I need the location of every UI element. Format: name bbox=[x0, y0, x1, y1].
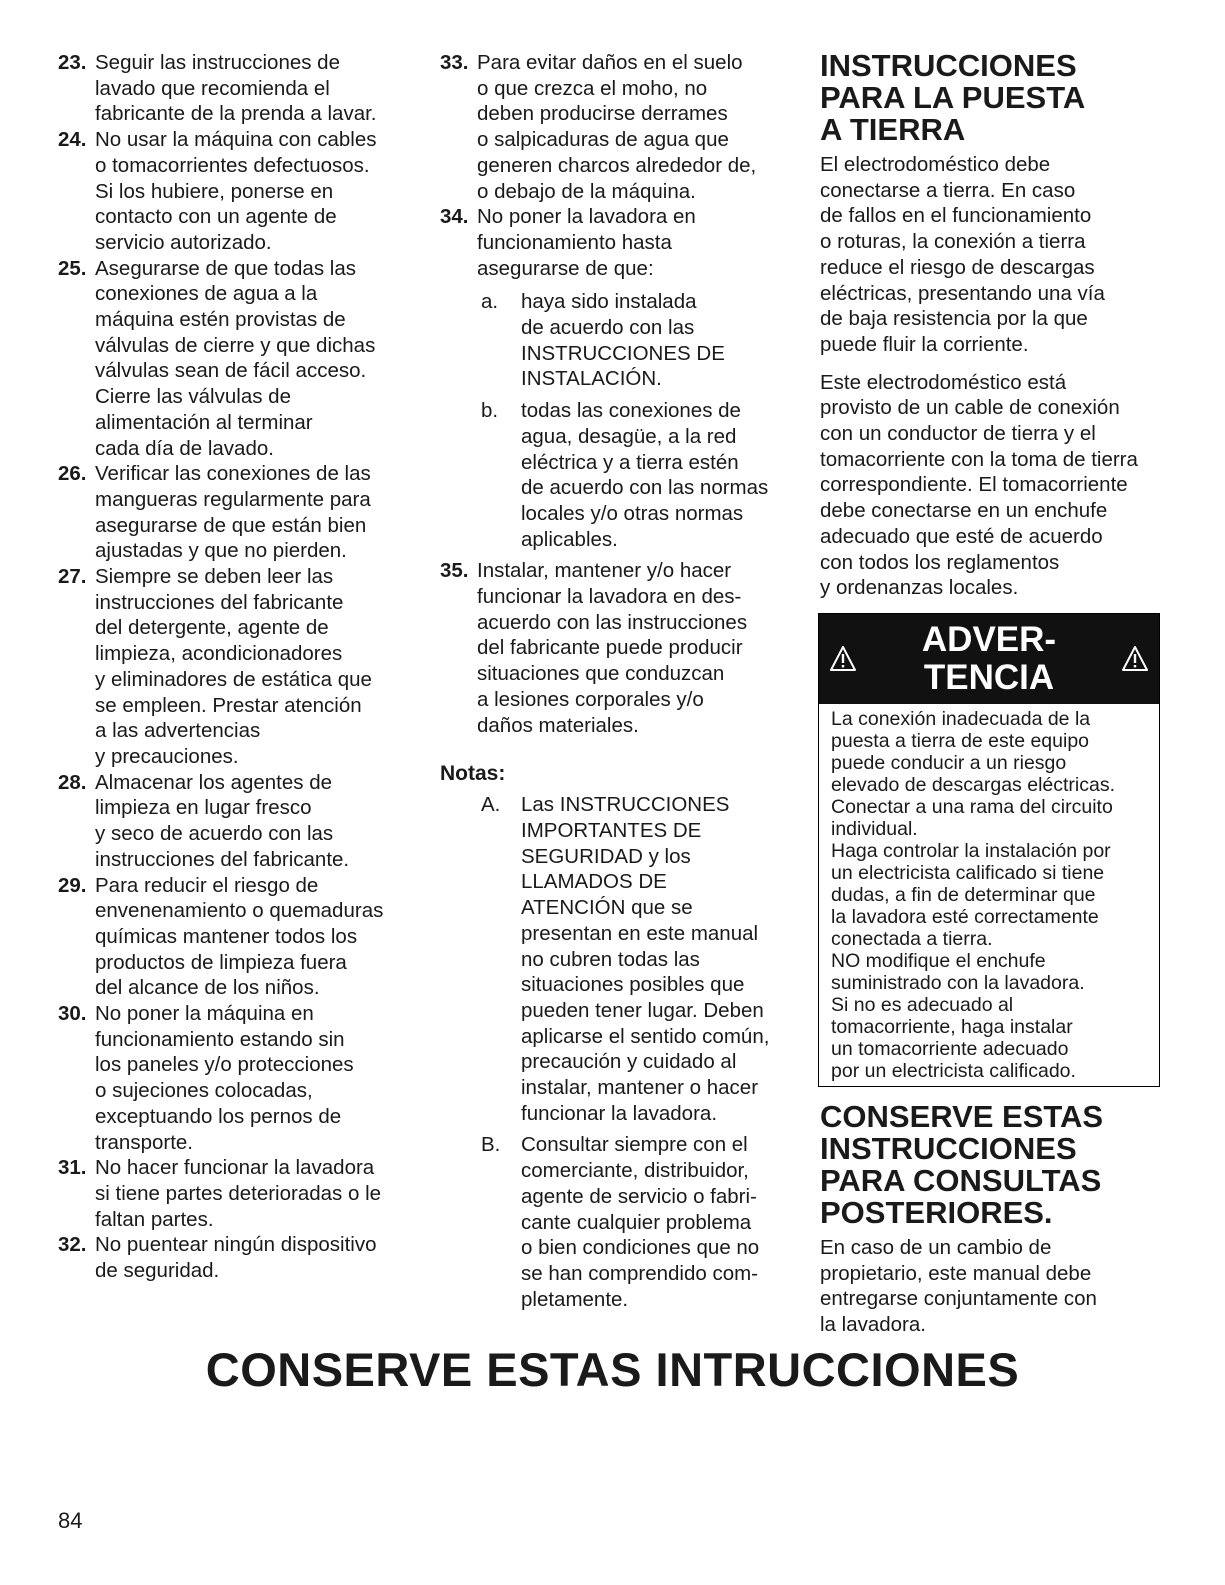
item-number: 25. bbox=[58, 256, 87, 280]
list-item bbox=[58, 564, 410, 770]
right-column bbox=[820, 50, 1165, 1350]
item-number: 23. bbox=[58, 51, 87, 74]
item-text: No poner la máquina en funcionamiento estando sin los paneles y/o protecciones o sujeciones colocadas, exceptuando los pernos de transporte. bbox=[95, 1002, 354, 1154]
grounding-paragraph: Este electrodoméstico está provisto de un cable de conexión con un conductor de tierra y el tomacorriente con la toma de tierra correspondiente. El tomacorriente debe conectarse en un enchufe adecuado que esté de acuerdo con todos los reglamentos y ordenanzas locales. bbox=[820, 370, 1138, 600]
note-text: Consultar siempre con el comerciante, distribuidor, agente de servicio o fabri- cante cualquier problema o bien condiciones que no se han comprendido com- pletamente. bbox=[521, 1133, 760, 1311]
list-item bbox=[58, 1155, 410, 1232]
sub-item bbox=[440, 289, 792, 392]
sub-item-text: haya sido instalada de acuerdo con las INSTRUCCIONES DE INSTALACIÓN. bbox=[521, 290, 725, 391]
note-label: A. bbox=[481, 793, 501, 817]
warning-header bbox=[819, 614, 1159, 704]
warning-title: ADVER- TENCIA bbox=[921, 619, 1057, 697]
item-number: 32. bbox=[58, 1233, 87, 1257]
sub-item-label: b. bbox=[481, 399, 499, 423]
list-item bbox=[58, 127, 410, 256]
list-item bbox=[58, 770, 410, 873]
warning-box bbox=[818, 613, 1160, 1087]
item-number: 29. bbox=[58, 873, 87, 897]
sub-item bbox=[440, 398, 792, 552]
list-item bbox=[58, 256, 410, 462]
item-number: 27. bbox=[58, 565, 87, 589]
item-number: 26. bbox=[58, 462, 87, 486]
item-text: Siempre se deben leer las instrucciones del fabricante del detergente, agente de limpieza, acondicionadores y eliminadores de estática que se empleen. Prestar atención a las advertencias y precauciones. bbox=[95, 565, 372, 768]
item-text: No puentear ningún dispositivo de seguridad. bbox=[95, 1233, 377, 1283]
footer-title: CONSERVE ESTAS INTRUCCIONES bbox=[205, 1343, 1020, 1396]
left-column bbox=[58, 50, 410, 1284]
list-item bbox=[58, 1232, 410, 1283]
item-number: 28. bbox=[58, 770, 87, 794]
list-item bbox=[58, 1001, 410, 1155]
note-label: B. bbox=[481, 1133, 501, 1157]
item-text: No poner la lavadora en funcionamiento hasta asegurarse de que: bbox=[477, 205, 696, 280]
list-item bbox=[440, 558, 792, 738]
item-text: Para reducir el riesgo de envenenamiento o quemaduras químicas mantener todos los productos de limpieza fuera del alcance de los niños. bbox=[95, 873, 384, 1000]
item-text: Instalar, mantener y/o hacer funcionar la lavadora en des- acuerdo con las instrucciones del fabricante puede producir situaciones que conduzcan a lesiones corporales y/o daños materiales. bbox=[477, 559, 748, 737]
list-item bbox=[58, 50, 410, 127]
middle-column bbox=[440, 50, 792, 1318]
list-item bbox=[58, 461, 410, 564]
item-text: Verificar las conexiones de las mangueras regularmente para asegurarse de que están bien ajustadas y que no pierden. bbox=[95, 462, 371, 563]
sub-item-label: a. bbox=[481, 290, 499, 314]
list-item bbox=[440, 204, 792, 281]
warning-text: La conexión inadecuada de la puesta a tierra de este equipo puede conducir a un riesgo elevado de descargas eléctricas. Conectar a una rama del circuito individual. Haga controlar la instalación por un electricista calificado si tiene dudas, a fin de determinar que la lavadora esté correctamente conectada a tierra. NO modifique el enchufe suministrado con la lavadora. Si no es adecuado al tomacorriente, haga instalar un tomacorriente adecuado por un electricista calificado. bbox=[831, 707, 1115, 1082]
note-text: Las INSTRUCCIONES IMPORTANTES DE SEGURIDAD y los LLAMADOS DE ATENCIÓN que se presentan en este manual no cubren todas las situaciones posibles que pueden tener lugar. Deben aplicarse el sentido común, precaución y cuidado al instalar, mantener o hacer funcionar la lavadora. bbox=[521, 793, 770, 1125]
grounding-paragraph: El electrodoméstico debe conectarse a tierra. En caso de fallos en el funcionamiento o roturas, la conexión a tierra reduce el riesgo de descargas eléctricas, presentando una vía de baja resistencia por la que puede fluir la corriente. bbox=[820, 153, 1105, 356]
note-item bbox=[440, 1132, 792, 1312]
item-text: No hacer funcionar la lavadora si tiene partes deterioradas o le faltan partes. bbox=[95, 1156, 382, 1231]
notes-heading: Notas: bbox=[440, 762, 506, 786]
item-number: 24. bbox=[58, 128, 87, 152]
item-text: No usar la máquina con cables o tomacorrientes defectuosos. Si los hubiere, ponerse en contacto con un agente de servicio autorizado. bbox=[95, 128, 377, 254]
item-text: Almacenar los agentes de limpieza en lugar fresco y seco de acuerdo con las instrucciones del fabricante. bbox=[95, 770, 350, 871]
item-number: 31. bbox=[58, 1156, 87, 1180]
item-text: Seguir las instrucciones de lavado que recomienda el fabricante de la prenda a lavar. bbox=[95, 51, 377, 126]
conserve-heading: CONSERVE ESTAS INSTRUCCIONES PARA CONSULTAS POSTERIORES. bbox=[820, 1098, 1104, 1230]
sub-item-text: todas las conexiones de agua, desagüe, a la red eléctrica y a tierra estén de acuerdo con las normas locales y/o otras normas aplicables. bbox=[521, 399, 769, 551]
warning-triangle-icon bbox=[829, 645, 857, 673]
page-number: 84 bbox=[58, 1508, 83, 1533]
warning-triangle-icon bbox=[1121, 645, 1149, 673]
item-number: 35. bbox=[440, 559, 469, 583]
item-number: 34. bbox=[440, 205, 469, 229]
item-text: Para evitar daños en el suelo o que crezca el moho, no deben producirse derrames o salpicaduras de agua que generen charcos alrededor de, o debajo de la máquina. bbox=[477, 51, 757, 203]
list-item bbox=[58, 873, 410, 1002]
item-number: 30. bbox=[58, 1002, 87, 1026]
note-item bbox=[440, 792, 792, 1126]
list-item bbox=[440, 50, 792, 204]
item-number: 33. bbox=[440, 51, 469, 74]
item-text: Asegurarse de que todas las conexiones de agua a la máquina estén provistas de válvulas de cierre y que dichas válvulas sean de fácil acceso. Cierre las válvulas de alimentación al terminar cada día de lavado. bbox=[95, 256, 376, 460]
conserve-paragraph: En caso de un cambio de propietario, este manual debe entregarse conjuntamente con la lavadora. bbox=[820, 1235, 1097, 1337]
grounding-heading: INSTRUCCIONES PARA LA PUESTA A TIERRA bbox=[820, 48, 1086, 147]
